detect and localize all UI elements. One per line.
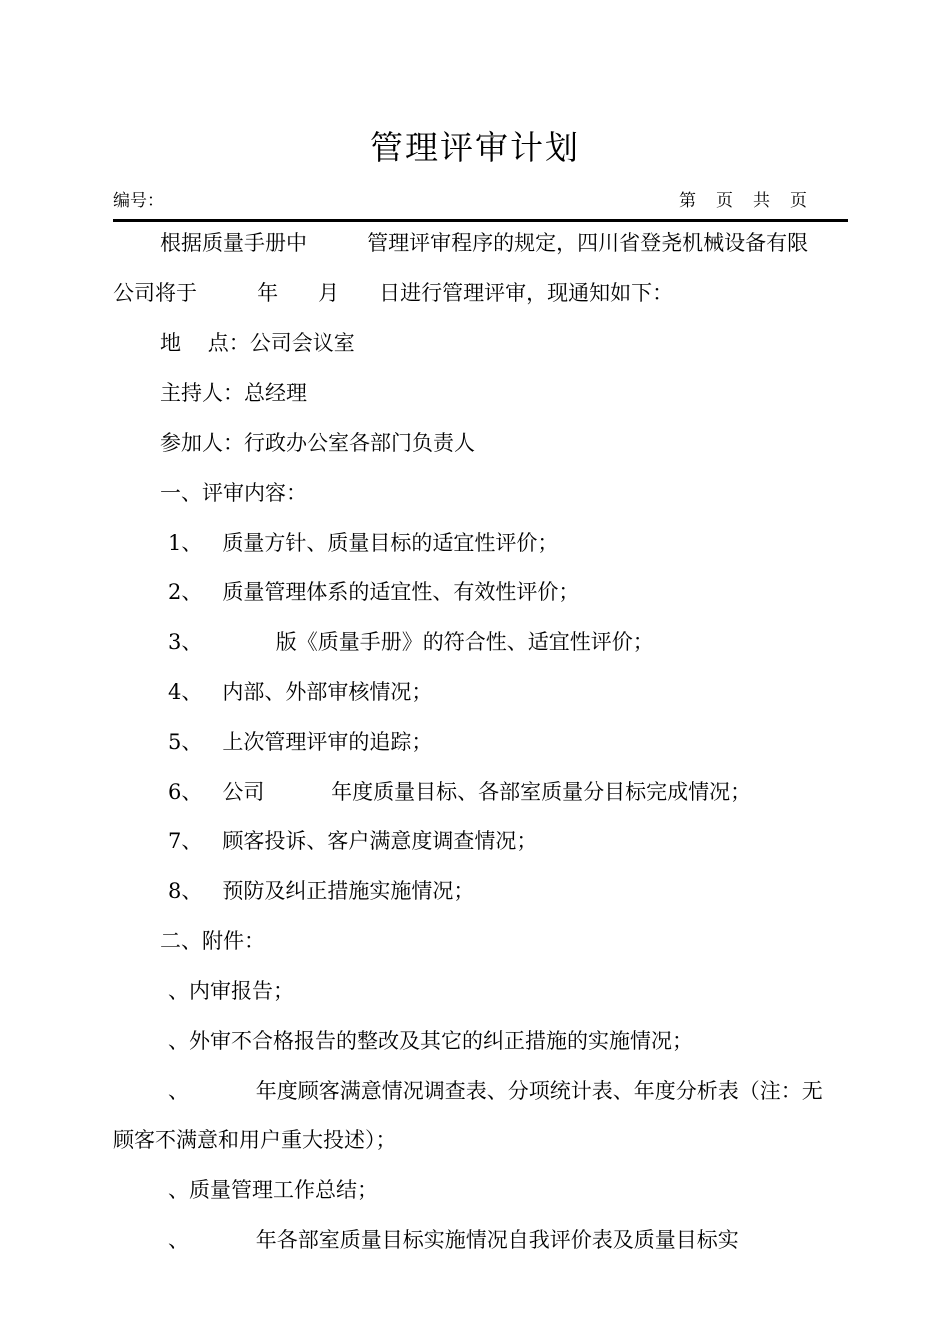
page-info-ye-total: 页 [790, 191, 807, 211]
document-title: 管理评审计划 [370, 128, 580, 167]
body-line: 6、 公司 年度质量目标、各部室质量分目标完成情况； [168, 780, 752, 804]
body-line: 二、附件： [160, 929, 265, 953]
header-divider [113, 219, 848, 222]
body-line: 地 点：公司会议室 [160, 331, 355, 355]
body-line: 参加人：行政办公室各部门负责人 [160, 431, 475, 455]
body-line: 、内审报告； [168, 979, 294, 1003]
body-line: 根据质量手册中 管理评审程序的规定，四川省登尧机械设备有限 [160, 231, 809, 255]
body-line: 5、 上次管理评审的追踪； [168, 730, 433, 754]
body-line: 一、评审内容： [160, 481, 307, 505]
page-info-gong: 共 [753, 191, 770, 211]
page-info [679, 186, 827, 211]
body-line: 公司将于 年 月 日进行管理评审，现通知如下： [113, 281, 674, 305]
body-line: 3、 版《质量手册》的符合性、适宜性评价； [168, 630, 654, 654]
serial-number-label: 编号： [113, 191, 164, 211]
body-line: 主持人：总经理 [160, 381, 307, 405]
page-info-ye: 页 [716, 191, 733, 211]
page-info-di: 第 [679, 191, 696, 211]
body-line: 2、 质量管理体系的适宜性、有效性评价； [168, 580, 580, 604]
body-line: 、 年度顾客满意情况调查表、分项统计表、年度分析表（注：无 [168, 1079, 823, 1103]
body-line: 8、 预防及纠正措施实施情况； [168, 879, 475, 903]
body-line: 1、 质量方针、质量目标的适宜性评价； [168, 531, 559, 555]
body-line: 7、 顾客投诉、客户满意度调查情况； [168, 829, 538, 853]
body-line: 4、 内部、外部审核情况； [168, 680, 433, 704]
body-line: 、 年各部室质量目标实施情况自我评价表及质量目标实 [168, 1228, 739, 1252]
body-line: 顾客不满意和用户重大投述）； [113, 1128, 397, 1152]
body-line: 、质量管理工作总结； [168, 1178, 378, 1202]
body-line: 、外审不合格报告的整改及其它的纠正措施的实施情况； [168, 1029, 693, 1053]
